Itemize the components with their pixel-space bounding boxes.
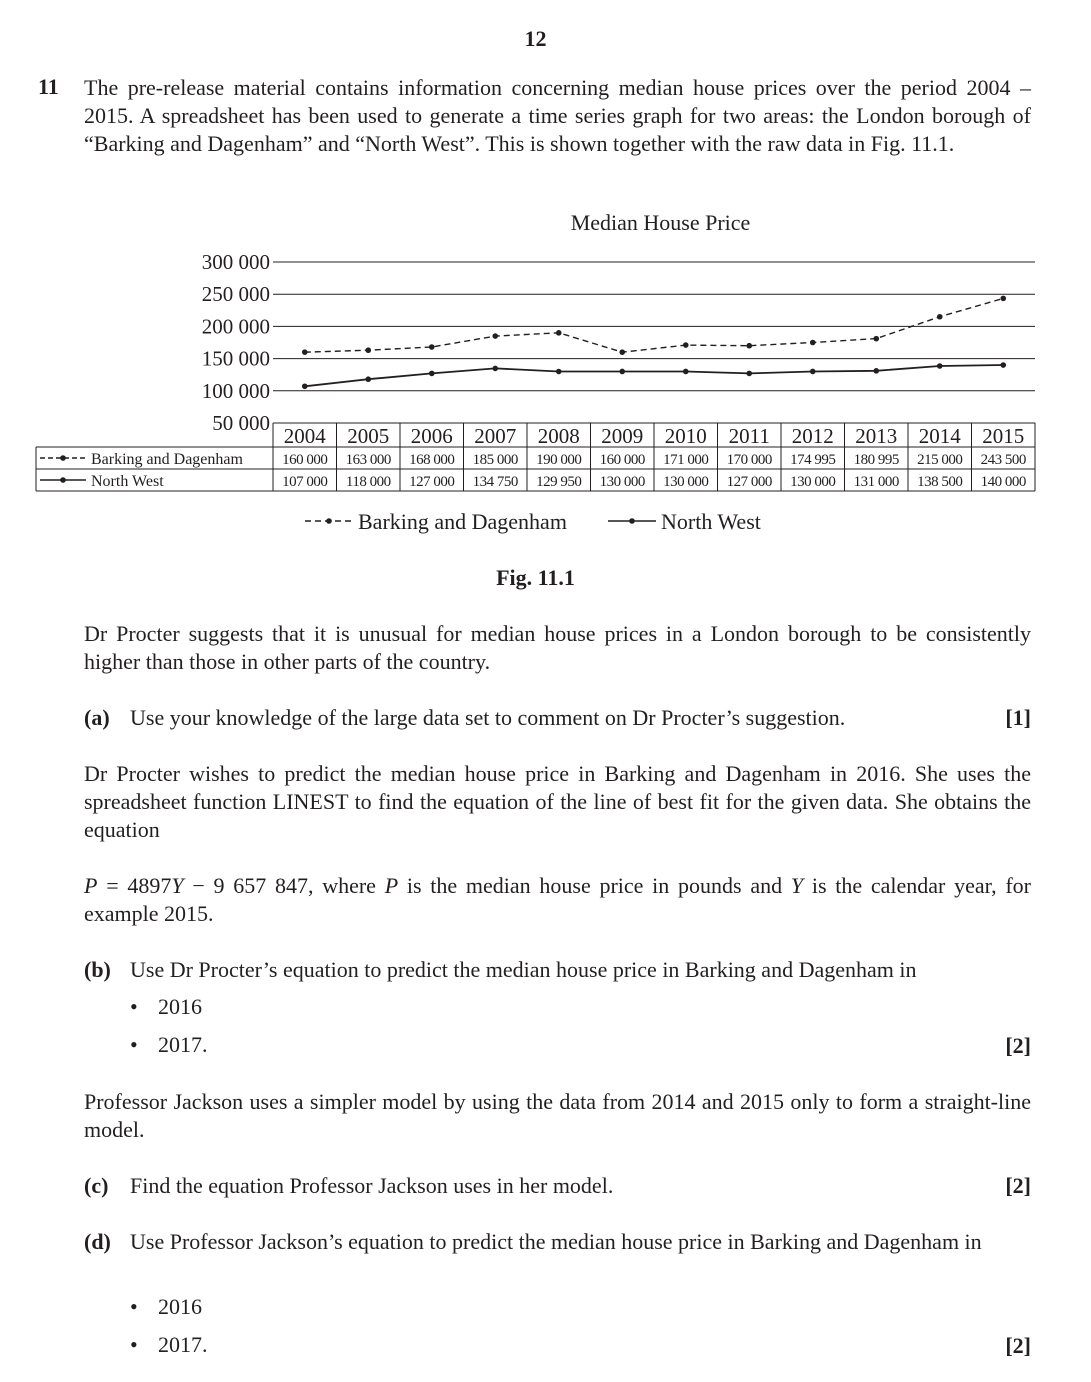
data-point — [1000, 296, 1006, 302]
legend-key-marker — [326, 518, 332, 524]
data-label: 107 000 — [282, 474, 328, 490]
equation-paragraph — [84, 872, 1031, 928]
data-point — [302, 383, 308, 389]
part-d — [84, 1228, 1031, 1284]
data-label: 168 000 — [409, 452, 455, 468]
data-point — [302, 349, 308, 355]
data-label: 171 000 — [663, 452, 709, 468]
eq-p: P — [84, 873, 98, 898]
series-line — [305, 298, 1004, 352]
y-tick-label: 150 000 — [201, 346, 270, 371]
part-b-marks-row — [84, 1032, 1031, 1060]
eq-part3: is the median house price in pounds and — [398, 873, 791, 898]
data-point — [619, 369, 625, 375]
data-label: 127 000 — [726, 474, 772, 490]
data-point — [937, 363, 943, 369]
part-a — [84, 704, 1031, 732]
y-tick-label: 250 000 — [201, 282, 270, 307]
x-tick-label: 2005 — [347, 424, 390, 448]
table-row-key-marker — [60, 477, 66, 483]
part-d-label: (d) — [84, 1229, 111, 1254]
eq-part2: − 9 657 847, where — [183, 873, 385, 898]
data-label: 190 000 — [536, 452, 582, 468]
data-label: 174 995 — [790, 452, 836, 468]
data-label: 160 000 — [599, 452, 645, 468]
data-point — [492, 366, 498, 372]
data-label: 180 995 — [853, 452, 899, 468]
data-point — [365, 376, 371, 382]
x-tick-label: 2006 — [410, 424, 453, 448]
data-label: 130 000 — [663, 474, 709, 490]
legend-label: Barking and Dagenham — [358, 509, 567, 534]
x-tick-label: 2007 — [474, 424, 517, 448]
x-tick-label: 2012 — [791, 424, 834, 448]
data-point — [429, 344, 435, 350]
data-point — [365, 347, 371, 353]
legend-label: North West — [661, 509, 761, 534]
part-a-marks: [1] — [1005, 705, 1031, 730]
x-tick-label: 2015 — [982, 424, 1025, 448]
part-a-label: (a) — [84, 705, 110, 730]
data-point — [683, 342, 689, 348]
part-d-marks-row — [84, 1332, 1031, 1360]
context-procter-text: Dr Procter suggests that it is unusual for median house prices in a London borough to be consistently higher than those in other parts of the country. — [84, 621, 1031, 674]
context-linest-text: Dr Procter wishes to predict the median house price in Barking and Dagenham in 2016. She uses the spreadsheet function LINEST to find the equation of the line of best fit for the given data. She obtains the equation — [84, 761, 1031, 842]
data-label: 131 000 — [853, 474, 899, 490]
data-label: 130 000 — [790, 474, 836, 490]
y-tick-label: 100 000 — [201, 378, 270, 403]
eq-p2: P — [384, 873, 399, 898]
data-point — [873, 368, 879, 374]
chart-title: Median House Price — [570, 210, 751, 235]
context-jackson — [84, 1088, 1031, 1144]
part-b-text: Use Dr Procter’s equation to predict the median house price in Barking and Dagenham in — [130, 957, 917, 982]
data-point — [556, 330, 562, 336]
data-label: 118 000 — [345, 474, 391, 490]
part-d-bullet-1: • 2016 — [130, 1294, 202, 1319]
table-row-key-marker — [60, 455, 66, 461]
data-point — [556, 369, 562, 375]
series-line — [305, 365, 1004, 386]
context-jackson-text: Professor Jackson uses a simpler model by using the data from 2014 and 2015 only to form a straight-line model. — [84, 1089, 1031, 1142]
data-label: 215 000 — [917, 452, 963, 468]
intro-text: The pre-release material contains information concerning median house prices over the period 2004 – 2015. A spreadsheet has been used to generate a time series graph for two areas: the London borough of “Barking and Dagenham” and “North West”. This is shown together with the raw data in Fig. 11.1. — [84, 75, 1031, 156]
median-house-price-chart — [0, 0, 1091, 560]
context-linest — [84, 760, 1031, 844]
data-point — [810, 369, 816, 375]
data-label: 127 000 — [409, 474, 455, 490]
data-label: 130 000 — [599, 474, 645, 490]
x-tick-label: 2008 — [537, 424, 580, 448]
part-b-bullet-1: • 2016 — [130, 994, 202, 1019]
x-tick-label: 2013 — [855, 424, 898, 448]
y-tick-label: 300 000 — [201, 250, 270, 274]
data-point — [937, 314, 943, 320]
data-label: 138 500 — [917, 474, 963, 490]
eq-y: Y — [171, 873, 184, 898]
part-b-marks: [2] — [1005, 1033, 1031, 1058]
eq-y2: Y — [790, 873, 804, 898]
data-point — [746, 371, 752, 377]
table-row-series-name: Barking and Dagenham — [91, 451, 243, 468]
data-label: 243 500 — [980, 452, 1026, 468]
page-number: 12 — [524, 26, 547, 51]
part-c — [84, 1172, 1031, 1200]
part-c-text: Find the equation Professor Jackson uses in her model. — [130, 1173, 614, 1198]
data-label: 140 000 — [980, 474, 1026, 490]
legend-key-marker — [629, 518, 635, 524]
part-b-label: (b) — [84, 957, 111, 982]
data-point — [810, 340, 816, 346]
y-tick-label: 200 000 — [201, 314, 270, 339]
part-b-bullet-1-text: 2016 — [158, 994, 202, 1019]
x-tick-label: 2014 — [918, 424, 961, 448]
part-d-bullet-2: • 2017. — [130, 1332, 208, 1357]
context-procter — [84, 620, 1031, 676]
data-label: 163 000 — [345, 452, 391, 468]
part-d-marks: [2] — [1005, 1333, 1031, 1358]
data-point — [873, 336, 879, 342]
data-point — [429, 371, 435, 377]
y-tick-label: 50 000 — [212, 411, 270, 435]
data-point — [492, 333, 498, 339]
data-label: 185 000 — [472, 452, 518, 468]
part-d-bullet-2-text: 2017. — [158, 1332, 208, 1357]
data-point — [746, 343, 752, 349]
part-b — [84, 956, 1031, 984]
part-b-bullet-2-text: 2017. — [158, 1032, 208, 1057]
data-point — [1000, 362, 1006, 368]
part-b-bullet-2: • 2017. — [130, 1032, 208, 1057]
eq-part1: = 4897 — [97, 873, 172, 898]
question-number: 11 — [38, 74, 59, 99]
figure-caption: Fig. 11.1 — [496, 565, 575, 590]
part-d-text: Use Professor Jackson’s equation to predict the median house price in Barking and Dagenham in — [130, 1229, 982, 1254]
part-c-label: (c) — [84, 1173, 109, 1198]
data-label: 170 000 — [726, 452, 772, 468]
data-point — [619, 349, 625, 355]
table-row-series-name: North West — [91, 473, 164, 490]
data-point — [683, 369, 689, 375]
x-tick-label: 2004 — [283, 424, 326, 448]
x-tick-label: 2009 — [601, 424, 644, 448]
x-tick-label: 2011 — [728, 424, 770, 448]
part-d-bullet-1-text: 2016 — [158, 1294, 202, 1319]
eq-part4: is the calendar year, for example 2015. — [84, 873, 1031, 926]
data-label: 160 000 — [282, 452, 328, 468]
part-a-text: Use your knowledge of the large data set to comment on Dr Procter’s suggestion. — [130, 705, 846, 730]
data-label: 129 950 — [536, 474, 582, 490]
data-label: 134 750 — [472, 474, 518, 490]
x-tick-label: 2010 — [664, 424, 707, 448]
part-c-marks: [2] — [1005, 1173, 1031, 1198]
